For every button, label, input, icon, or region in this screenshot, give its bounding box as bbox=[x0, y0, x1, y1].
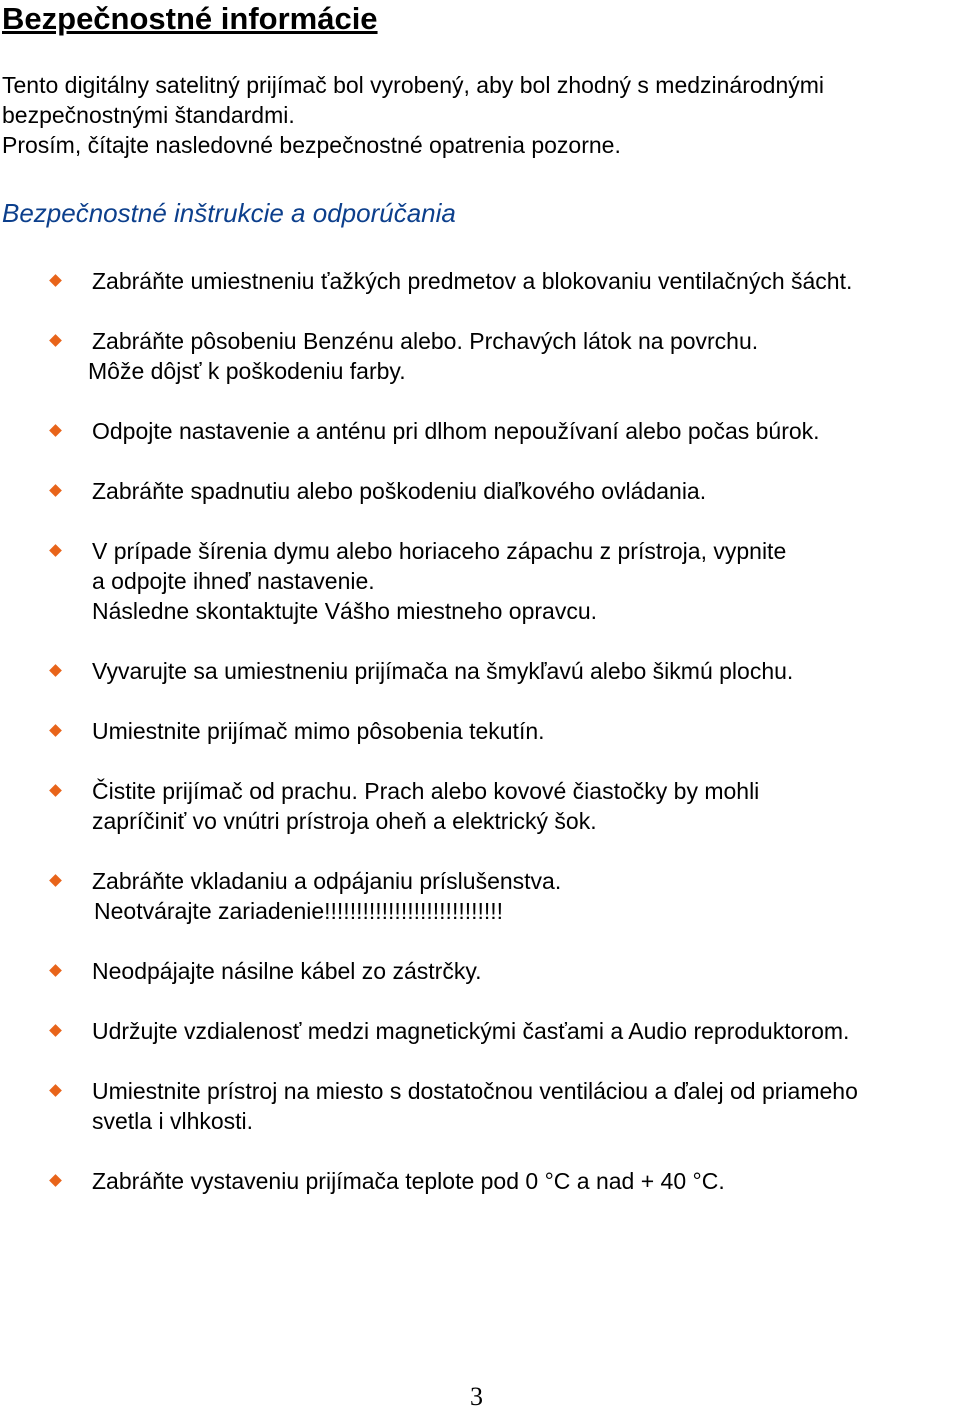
intro-line: Tento digitálny satelitný prijímač bol vyrobený, aby bol zhodný s medzinárodnými bbox=[2, 72, 825, 98]
diamond-bullet-icon bbox=[49, 724, 62, 737]
diamond-bullet-icon bbox=[49, 424, 62, 437]
list-item-line: Zabráňte spadnutiu alebo poškodeniu diaľkového ovládania. bbox=[92, 478, 707, 504]
diamond-bullet-icon bbox=[49, 484, 62, 497]
diamond-bullet-icon bbox=[49, 1084, 62, 1097]
list-item-line: a odpojte ihneď nastavenie. bbox=[92, 568, 375, 594]
list-item-line: Zabráňte vystaveniu prijímača teplote pod 0 °C a nad + 40 °C. bbox=[92, 1168, 725, 1194]
intro-line: bezpečnostnými štandardmi. bbox=[2, 102, 295, 128]
list-item-line: svetla i vlhkosti. bbox=[92, 1108, 254, 1134]
list-item-line: Vyvarujte sa umiestneniu prijímača na šmykľavú alebo šikmú plochu. bbox=[92, 658, 794, 684]
list-item-line: Umiestnite prístroj na miesto s dostatočnou ventiláciou a ďalej od priameho bbox=[92, 1078, 858, 1104]
diamond-bullet-icon bbox=[49, 874, 62, 887]
list-item-line: Zabráňte umiestneniu ťažkých predmetov a blokovaniu ventilačných šácht. bbox=[92, 268, 853, 294]
diamond-bullet-icon bbox=[49, 1024, 62, 1037]
list-item-line: V prípade šírenia dymu alebo horiaceho zápachu z prístroja, vypnite bbox=[92, 538, 787, 564]
diamond-bullet-icon bbox=[49, 784, 62, 797]
diamond-bullet-icon bbox=[49, 544, 62, 557]
list-item-line: Následne skontaktujte Vášho miestneho opravcu. bbox=[92, 598, 598, 624]
list-item-line: Umiestnite prijímač mimo pôsobenia tekutín. bbox=[92, 718, 545, 744]
diamond-bullet-icon bbox=[49, 964, 62, 977]
diamond-bullet-icon bbox=[49, 334, 62, 347]
list-item-line: Zabráňte pôsobeniu Benzénu alebo. Prchavých látok na povrchu. bbox=[92, 328, 759, 354]
list-item-line: Udržujte vzdialenosť medzi magnetickými časťami a Audio reproduktorom. bbox=[92, 1018, 850, 1044]
list-item-line: Neotvárajte zariadenie!!!!!!!!!!!!!!!!!!!!!!!!!!!! bbox=[94, 898, 504, 924]
section-heading: Bezpečnostné inštrukcie a odporúčania bbox=[2, 198, 456, 228]
page-number: 3 bbox=[470, 1382, 483, 1411]
list-item-line: Zabráňte vkladaniu a odpájaniu príslušenstva. bbox=[92, 868, 562, 894]
diamond-bullet-icon bbox=[49, 274, 62, 287]
list-item-line: Neodpájajte násilne kábel zo zástrčky. bbox=[92, 958, 482, 984]
diamond-bullet-icon bbox=[49, 664, 62, 677]
list-item-line: Môže dôjsť k poškodeniu farby. bbox=[88, 358, 406, 384]
list-item-line: zapríčiniť vo vnútri prístroja oheň a elektrický šok. bbox=[92, 808, 597, 834]
list-item-line: Čistite prijímač od prachu. Prach alebo kovové čiastočky by mohli bbox=[92, 778, 760, 804]
diamond-bullet-icon bbox=[49, 1174, 62, 1187]
intro-line: Prosím, čítajte nasledovné bezpečnostné opatrenia pozorne. bbox=[2, 132, 621, 158]
page-title: Bezpečnostné informácie bbox=[2, 1, 378, 36]
list-item-line: Odpojte nastavenie a anténu pri dlhom nepoužívaní alebo počas búrok. bbox=[92, 418, 820, 444]
